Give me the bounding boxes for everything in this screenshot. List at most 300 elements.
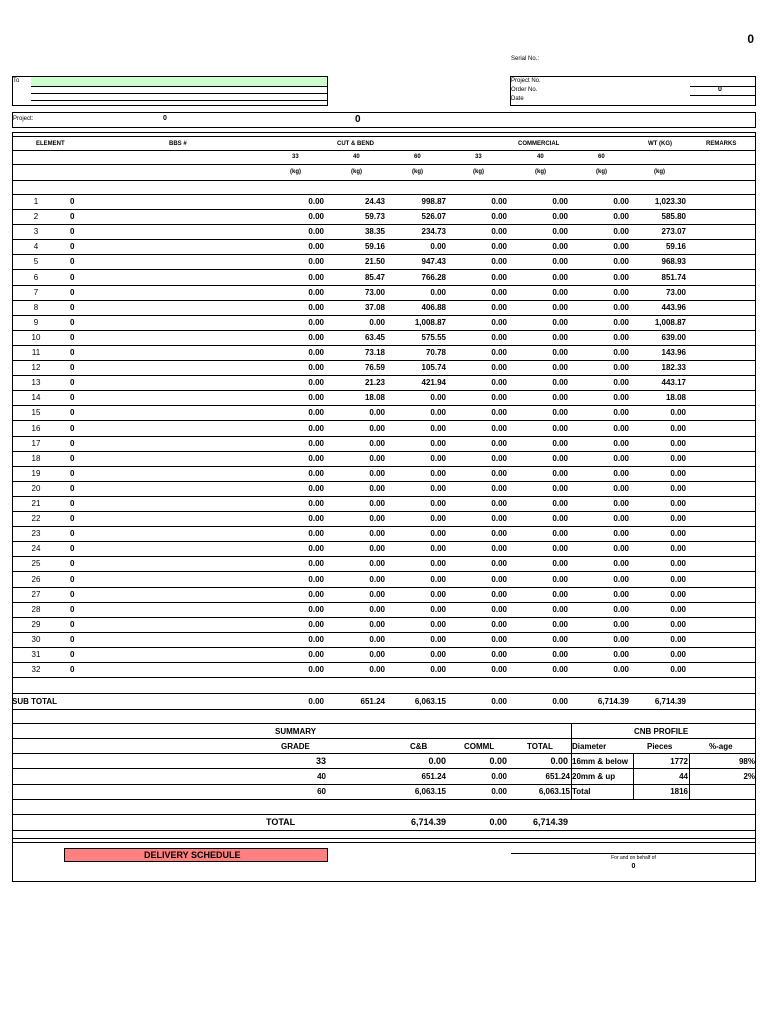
grade-cm-40: 40 (537, 154, 544, 160)
row-element: 0 (70, 650, 75, 659)
row-cell: 0.00 (613, 589, 629, 599)
row-cell: 0.00 (552, 559, 568, 569)
row-element: 0 (70, 378, 75, 388)
row-cell: 0.00 (430, 393, 446, 403)
cnb-pcs-1: 1772 (670, 757, 688, 766)
row-cell: 0.00 (491, 544, 507, 554)
row-cell: 0.00 (308, 453, 324, 463)
row-cell: 0.00 (308, 302, 324, 312)
row-cell: 0.00 (491, 227, 507, 237)
table-row (12, 225, 756, 240)
header-bbs: BBS # (169, 141, 187, 147)
row-index: 16 (31, 423, 41, 433)
row-cell: 0.00 (552, 574, 568, 584)
row-cell: 73.00 (665, 287, 686, 297)
row-cell: 0.00 (369, 650, 385, 659)
row-element: 0 (70, 212, 75, 222)
table-row (12, 467, 756, 482)
behalf-value: 0 (631, 863, 636, 870)
summary-grade-33: 33 (315, 756, 326, 766)
row-cell: 0.00 (613, 438, 629, 448)
row-cell: 0.00 (552, 665, 568, 675)
row-cell: 0.00 (613, 559, 629, 569)
row-element: 0 (70, 332, 75, 342)
row-cell: 38.35 (364, 227, 385, 237)
cnb-col-2 (689, 753, 690, 800)
cnb-dia-3: Total (572, 787, 591, 796)
row-element: 0 (70, 227, 75, 237)
grade-cb-40: 40 (353, 154, 360, 160)
row-cell: 0.00 (613, 287, 629, 297)
row-cell: 0.00 (308, 332, 324, 342)
row-index: 1 (33, 197, 39, 206)
row-cell: 0.00 (430, 544, 446, 554)
table-row (12, 603, 756, 618)
table-row (12, 406, 756, 421)
table-row (12, 588, 756, 603)
row-cell: 0.00 (369, 665, 385, 675)
row-element: 0 (70, 438, 75, 448)
row-cell: 0.00 (430, 604, 446, 614)
row-cell: 0.00 (308, 408, 324, 418)
row-cell: 0.00 (430, 453, 446, 463)
cnb-dia-1: 16mm & below (572, 757, 629, 766)
row-cell: 0.00 (552, 634, 568, 644)
row-cell: 0.00 (491, 393, 507, 403)
row-cell: 0.00 (308, 468, 324, 478)
row-cell: 0.00 (613, 302, 629, 312)
summary-total-40: 651.24 (545, 772, 570, 781)
row-element: 0 (70, 287, 75, 297)
row-element: 0 (70, 257, 75, 267)
row-cell: 0.00 (491, 529, 507, 539)
row-cell: 968.93 (661, 257, 686, 267)
row-cell: 0.00 (308, 287, 324, 297)
row-cell: 18.08 (364, 393, 385, 403)
row-cell: 0.00 (430, 574, 446, 584)
row-index: 9 (33, 317, 39, 327)
row-cell: 0.00 (552, 408, 568, 418)
row-cell: 0.00 (613, 499, 629, 508)
row-cell: 0.00 (670, 604, 686, 614)
header-top-line (12, 136, 756, 137)
summary-row-2-sep (12, 784, 756, 785)
row-cell: 0.00 (430, 650, 446, 659)
row-index: 15 (31, 408, 41, 418)
row-cell: 1,008.87 (654, 317, 686, 327)
row-cell: 0.00 (430, 483, 446, 493)
row-index: 18 (31, 453, 41, 463)
row-cell: 182.33 (661, 363, 686, 373)
subtotal-top (12, 693, 756, 694)
row-cell: 0.00 (613, 665, 629, 675)
row-index: 17 (31, 438, 41, 448)
row-cell: 0.00 (308, 423, 324, 433)
row-cell: 0.00 (613, 468, 629, 478)
row-index: 30 (31, 634, 41, 644)
row-cell: 0.00 (430, 665, 446, 675)
row-cell: 0.00 (308, 529, 324, 539)
subtotal-label: SUB TOTAL (12, 697, 58, 706)
row-cell: 0.00 (369, 589, 385, 599)
row-index: 2 (33, 212, 39, 222)
total-bottom-3 (12, 842, 756, 843)
row-cell: 0.00 (491, 212, 507, 222)
row-cell: 947.43 (421, 257, 446, 267)
row-element: 0 (70, 408, 75, 418)
table-row (12, 542, 756, 557)
row-cell: 73.00 (364, 287, 385, 297)
row-index: 32 (31, 665, 41, 675)
row-cell: 0.00 (613, 348, 629, 357)
row-cell: 0.00 (491, 499, 507, 508)
table-row (12, 633, 756, 648)
row-cell: 0.00 (491, 242, 507, 252)
header-wt: WT (KG) (648, 141, 672, 147)
row-cell: 0.00 (369, 529, 385, 539)
row-cell: 0.00 (308, 483, 324, 493)
row-cell: 0.00 (491, 468, 507, 478)
row-cell: 0.00 (613, 257, 629, 267)
row-cell: 0.00 (613, 378, 629, 388)
row-index: 10 (31, 332, 41, 342)
row-element: 0 (70, 634, 75, 644)
row-cell: 0.00 (308, 619, 324, 629)
subtotal-wt: 6,714.39 (654, 697, 686, 706)
row-cell: 0.00 (308, 363, 324, 373)
row-cell: 998.87 (421, 197, 446, 206)
row-cell: 0.00 (491, 302, 507, 312)
row-cell: 0.00 (613, 604, 629, 614)
row-cell: 0.00 (552, 197, 568, 206)
table-row (12, 271, 756, 286)
row-cell: 0.00 (308, 604, 324, 614)
project-no-line (690, 86, 756, 87)
row-cell: 73.18 (364, 348, 385, 357)
row-element: 0 (70, 589, 75, 599)
row-cell: 0.00 (613, 393, 629, 403)
row-cell: 0.00 (430, 423, 446, 433)
row-cell: 0.00 (552, 604, 568, 614)
row-cell: 0.00 (491, 332, 507, 342)
subtotal-cm33: 0.00 (491, 697, 507, 706)
row-cell: 0.00 (308, 242, 324, 252)
row-cell: 273.07 (661, 227, 686, 237)
row-cell: 443.17 (661, 378, 686, 388)
row-cell: 0.00 (491, 634, 507, 644)
row-cell: 0.00 (308, 197, 324, 206)
row-element: 0 (70, 363, 75, 373)
cnb-pct-h: %-age (709, 742, 733, 751)
row-cell: 0.00 (430, 287, 446, 297)
total-cb: 6,714.39 (410, 817, 446, 827)
row-cell: 0.00 (552, 529, 568, 539)
row-index: 7 (33, 287, 39, 297)
row-cell: 0.00 (491, 483, 507, 493)
delivery-schedule-box[interactable] (64, 848, 328, 862)
row-cell: 0.00 (670, 544, 686, 554)
row-cell: 0.00 (670, 589, 686, 599)
row-cell: 0.00 (430, 559, 446, 569)
row-cell: 0.00 (552, 619, 568, 629)
row-cell: 0.00 (369, 408, 385, 418)
row-cell: 585.80 (661, 212, 686, 222)
row-cell: 0.00 (430, 514, 446, 524)
row-cell: 0.00 (308, 544, 324, 554)
summary-grade-h: GRADE (281, 742, 310, 751)
to-input[interactable] (31, 77, 327, 86)
order-no-line (690, 95, 756, 96)
row-cell: 0.00 (491, 604, 507, 614)
table-row (12, 618, 756, 633)
row-cell: 0.00 (552, 302, 568, 312)
row-cell: 0.00 (613, 272, 629, 282)
grade-sep (12, 164, 756, 165)
row-index: 25 (31, 559, 41, 569)
row-cell: 0.00 (670, 650, 686, 659)
project-label: Project: (13, 116, 34, 122)
row-element: 0 (70, 604, 75, 614)
row-cell: 0.00 (430, 634, 446, 644)
row-cell: 421.94 (421, 378, 446, 388)
row-index: 12 (31, 363, 41, 373)
row-cell: 1,008.87 (414, 317, 446, 327)
row-index: 3 (33, 227, 39, 237)
project-row (12, 112, 756, 128)
subtotal-cm60: 6,714.39 (597, 697, 629, 706)
row-cell: 0.00 (369, 499, 385, 508)
row-cell: 0.00 (552, 227, 568, 237)
row-element: 0 (70, 544, 75, 554)
row-cell: 0.00 (491, 287, 507, 297)
table-row (12, 195, 756, 210)
row-element: 0 (70, 499, 75, 508)
table-row (12, 376, 756, 391)
cnb-pcs-h: Pieces (647, 742, 673, 751)
unit-2: (kg) (351, 169, 362, 175)
table-row (12, 452, 756, 467)
summary-title-sep (12, 738, 756, 739)
row-element: 0 (70, 317, 75, 327)
row-cell: 0.00 (670, 438, 686, 448)
row-element: 0 (70, 574, 75, 584)
row-index: 8 (33, 302, 39, 312)
row-cell: 0.00 (613, 363, 629, 373)
row-cell: 0.00 (491, 408, 507, 418)
row-cell: 0.00 (369, 468, 385, 478)
row-index: 31 (31, 650, 41, 659)
row-element: 0 (70, 514, 75, 524)
table-row (12, 573, 756, 588)
to-line-3 (31, 100, 328, 101)
row-cell: 0.00 (308, 665, 324, 675)
row-cell: 0.00 (369, 619, 385, 629)
row-cell: 0.00 (369, 423, 385, 433)
row-element: 0 (70, 272, 75, 282)
to-line-2 (31, 93, 328, 94)
row-cell: 21.50 (364, 257, 385, 267)
row-cell: 0.00 (552, 468, 568, 478)
summary-cb-40: 651.24 (421, 772, 446, 781)
row-cell: 0.00 (308, 438, 324, 448)
unit-sep (12, 180, 756, 181)
table-row (12, 437, 756, 452)
row-cell: 0.00 (670, 423, 686, 433)
row-cell: 0.00 (552, 650, 568, 659)
row-index: 26 (31, 574, 41, 584)
project-value: 0 (163, 115, 167, 122)
table-row (12, 286, 756, 301)
row-cell: 0.00 (369, 483, 385, 493)
row-cell: 0.00 (613, 317, 629, 327)
row-cell: 0.00 (491, 589, 507, 599)
grade-cm-60: 60 (598, 154, 605, 160)
row-cell: 0.00 (308, 574, 324, 584)
row-index: 4 (33, 242, 39, 252)
row-cell: 0.00 (491, 317, 507, 327)
row-element: 0 (70, 242, 75, 252)
row-cell: 0.00 (491, 574, 507, 584)
date-label: Date (511, 96, 524, 102)
row-cell: 0.00 (613, 483, 629, 493)
row-cell: 0.00 (491, 257, 507, 267)
row-cell: 59.16 (364, 242, 385, 252)
row-cell: 105.74 (421, 363, 446, 373)
summary-total-60: 6,063.15 (538, 787, 570, 796)
summary-grade-40: 40 (317, 772, 326, 781)
summary-total-33: 0.00 (550, 756, 568, 766)
unit-7: (kg) (654, 169, 665, 175)
row-cell: 0.00 (552, 378, 568, 388)
row-cell: 0.00 (670, 468, 686, 478)
row-cell: 1,023.30 (654, 197, 686, 206)
row-element: 0 (70, 483, 75, 493)
table-row (12, 331, 756, 346)
header-commercial: COMMERCIAL (518, 141, 560, 147)
row-cell: 0.00 (308, 634, 324, 644)
serial-label: Serial No.: (511, 56, 540, 62)
row-cell: 63.45 (364, 332, 385, 342)
row-element: 0 (70, 468, 75, 478)
row-cell: 0.00 (308, 514, 324, 524)
row-cell: 0.00 (552, 589, 568, 599)
row-cell: 70.78 (425, 348, 446, 357)
row-cell: 0.00 (552, 514, 568, 524)
summary-comml-h: COMML (464, 742, 495, 751)
row-cell: 0.00 (491, 423, 507, 433)
row-cell: 0.00 (552, 453, 568, 463)
table-row (12, 210, 756, 225)
header-cut-bend: CUT & BEND (337, 141, 374, 147)
cnb-pcs-2: 44 (679, 772, 688, 781)
summary-cb-h: C&B (410, 742, 428, 751)
row-index: 22 (31, 514, 41, 524)
row-cell: 0.00 (613, 619, 629, 629)
row-cell: 0.00 (491, 348, 507, 357)
row-index: 20 (31, 483, 41, 493)
row-cell: 0.00 (613, 242, 629, 252)
row-cell: 0.00 (613, 544, 629, 554)
row-element: 0 (70, 453, 75, 463)
row-cell: 0.00 (552, 332, 568, 342)
row-cell: 0.00 (552, 438, 568, 448)
row-cell: 0.00 (491, 272, 507, 282)
row-index: 29 (31, 619, 41, 629)
row-cell: 0.00 (670, 499, 686, 508)
total-comml: 0.00 (489, 817, 507, 827)
row-cell: 0.00 (491, 650, 507, 659)
row-element: 0 (70, 348, 75, 357)
subtotal-bottom (12, 709, 756, 710)
row-cell: 59.73 (364, 212, 385, 222)
row-index: 28 (31, 604, 41, 614)
header-element: ELEMENT (36, 141, 65, 147)
row-cell: 0.00 (552, 423, 568, 433)
row-cell: 0.00 (491, 453, 507, 463)
table-row (12, 255, 756, 270)
row-cell: 0.00 (491, 197, 507, 206)
row-element: 0 (70, 393, 75, 403)
row-cell: 0.00 (670, 453, 686, 463)
summary-top (12, 723, 756, 724)
row-cell: 766.28 (421, 272, 446, 282)
row-cell: 0.00 (613, 227, 629, 237)
total-bottom-2 (12, 838, 756, 839)
table-row (12, 240, 756, 255)
row-cell: 0.00 (552, 393, 568, 403)
summary-row-3-sep (12, 799, 756, 800)
total-label: TOTAL (266, 817, 296, 827)
to-line-1 (31, 86, 328, 87)
row-cell: 851.74 (661, 272, 686, 282)
row-cell: 0.00 (552, 544, 568, 554)
row-cell: 575.55 (421, 332, 446, 342)
row-cell: 0.00 (670, 665, 686, 675)
row-cell: 0.00 (491, 665, 507, 675)
header-remarks: REMARKS (706, 141, 737, 147)
row-cell: 0.00 (308, 499, 324, 508)
row-cell: 0.00 (430, 589, 446, 599)
row-cell: 234.73 (421, 227, 446, 237)
row-cell: 0.00 (613, 650, 629, 659)
cnb-dia-2: 20mm & up (572, 772, 616, 781)
row-cell: 37.08 (364, 302, 385, 312)
row-index: 23 (31, 529, 41, 539)
row-cell: 443.96 (661, 302, 686, 312)
table-row (12, 482, 756, 497)
cnb-title: CNB PROFILE (634, 727, 689, 736)
row-cell: 0.00 (552, 483, 568, 493)
project-value-2: 0 (355, 114, 361, 125)
subtotal-cb40: 651.24 (360, 697, 385, 706)
row-index: 13 (31, 378, 41, 388)
row-cell: 0.00 (308, 317, 324, 327)
row-cell: 0.00 (308, 650, 324, 659)
row-cell: 0.00 (491, 363, 507, 373)
table-row (12, 316, 756, 331)
summary-comml-33: 0.00 (489, 756, 507, 766)
row-cell: 59.16 (665, 242, 686, 252)
row-cell: 0.00 (552, 242, 568, 252)
cnb-pct-1: 98% (738, 757, 755, 766)
row-cell: 0.00 (613, 332, 629, 342)
row-cell: 526.07 (421, 212, 446, 222)
grade-cm-33: 33 (475, 154, 482, 160)
summary-comml-60: 0.00 (491, 787, 507, 796)
row-element: 0 (70, 423, 75, 433)
row-cell: 0.00 (369, 634, 385, 644)
table-row (12, 527, 756, 542)
